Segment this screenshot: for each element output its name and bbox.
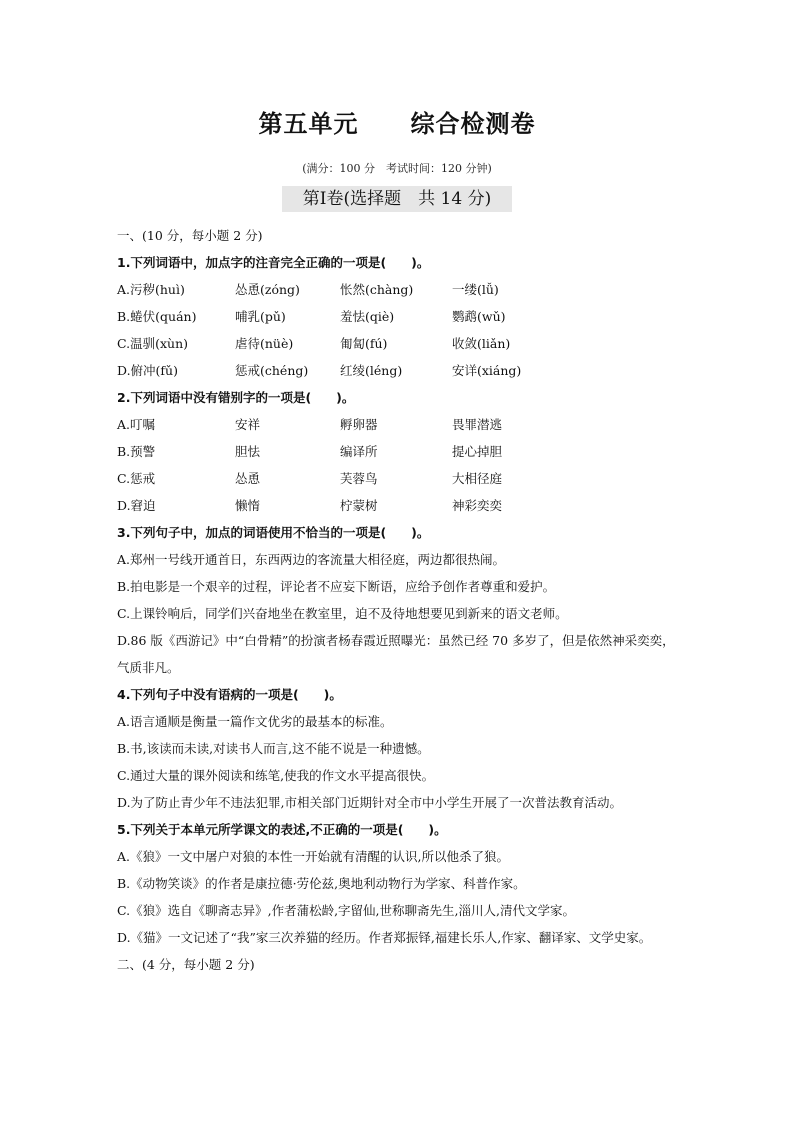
option-line: A.《狼》一文中屠户对狼的本性一开始就有清醒的认识,所以他杀了狼。 xyxy=(117,849,509,864)
option-cell: 一缕(lǚ) xyxy=(452,282,499,297)
option-cell: 虐待(nüè) xyxy=(235,336,294,351)
option-cell: 编译所 xyxy=(340,444,378,459)
title-exam: 综合检测卷 xyxy=(410,110,536,138)
option-cell: 安祥 xyxy=(235,417,261,432)
option-row xyxy=(117,330,683,357)
question-stem: 5.下列关于本单元所学课文的表述,不正确的一项是( )。 xyxy=(117,822,447,837)
option-cell: C.温驯(xùn) xyxy=(117,336,188,351)
option-cell: 怂恿(zóng) xyxy=(235,282,300,297)
option-row xyxy=(117,465,683,492)
question-stem: 1.下列词语中，加点字的注音完全正确的一项是( )。 xyxy=(117,255,430,270)
option-cell: C.惩戒 xyxy=(117,471,156,486)
option-cell: 芙蓉鸟 xyxy=(340,471,378,486)
option-cell: 怅然(chàng) xyxy=(340,282,414,297)
section-heading: 二、(4 分，每小题 2 分) xyxy=(117,957,255,972)
option-cell: 胆怯 xyxy=(235,444,261,459)
option-line: A.郑州一号线开通首日，东西两边的客流量大相径庭，两边都很热闹。 xyxy=(117,552,506,567)
option-cell: D.俯冲(fǔ) xyxy=(117,363,178,378)
question-stem: 3.下列句子中，加点的词语使用不恰当的一项是( )。 xyxy=(117,525,430,540)
option-cell: B.蜷伏(quán) xyxy=(117,309,197,324)
option-line: C.《狼》选自《聊斋志异》,作者蒲松龄,字留仙,世称聊斋先生,淄川人,清代文学家。 xyxy=(117,903,575,918)
option-cell: 匍匐(fú) xyxy=(340,336,388,351)
option-cell: A.叮嘱 xyxy=(117,417,156,432)
option-cell: 羞怯(qiè) xyxy=(340,309,395,324)
option-line: C.通过大量的课外阅读和练笔,使我的作文水平提高很快。 xyxy=(117,768,435,783)
option-cell: 孵卵器 xyxy=(340,417,378,432)
option-line: D.86 版《西游记》中“白骨精”的扮演者杨春霞近照曝光：虽然已经 70 多岁了，但是依然神采奕奕，气质非凡。 xyxy=(117,633,675,675)
option-cell: 惩戒(chéng) xyxy=(235,363,309,378)
option-line: D.为了防止青少年不违法犯罪,市相关部门近期针对全市中小学生开展了一次普法教育活动。 xyxy=(117,795,623,810)
option-row xyxy=(117,492,683,519)
page-title xyxy=(0,104,794,139)
exam-info: (满分：100 分 考试时间：120 分钟) xyxy=(302,162,492,175)
option-cell: 怂恿 xyxy=(235,471,261,486)
option-cell: A.污秽(huì) xyxy=(117,282,185,297)
title-unit: 第五单元 xyxy=(258,110,359,138)
option-cell: 鹦鹉(wǔ) xyxy=(452,309,506,324)
part-banner: 第Ⅰ卷(选择题 共 14 分) xyxy=(282,186,512,212)
option-row xyxy=(117,357,683,384)
option-row xyxy=(117,276,683,303)
option-cell: 畏罪潜逃 xyxy=(452,417,503,432)
option-cell: 收敛(liǎn) xyxy=(452,336,511,351)
option-row xyxy=(117,438,683,465)
question-stem: 4.下列句子中没有语病的一项是( )。 xyxy=(117,687,342,702)
option-line: A.语言通顺是衡量一篇作文优劣的最基本的标准。 xyxy=(117,714,393,729)
option-line: B.拍电影是一个艰辛的过程，评论者不应妄下断语，应给予创作者尊重和爱护。 xyxy=(117,579,556,594)
option-cell: 安详(xiáng) xyxy=(452,363,522,378)
option-row xyxy=(117,411,683,438)
option-line: B.书,该读而未读,对读书人而言,这不能不说是一种遗憾。 xyxy=(117,741,430,756)
option-row xyxy=(117,303,683,330)
question-stem: 2.下列词语中没有错别字的一项是( )。 xyxy=(117,390,355,405)
option-cell: 柠蒙树 xyxy=(340,498,378,513)
option-line: C.上课铃响后，同学们兴奋地坐在教室里，迫不及待地想要见到新来的语文老师。 xyxy=(117,606,568,621)
option-cell: 哺乳(pǔ) xyxy=(235,309,286,324)
option-cell: 提心掉胆 xyxy=(452,444,503,459)
option-line: B.《动物笑谈》的作者是康拉德·劳伦兹,奥地利动物行为学家、科普作家。 xyxy=(117,876,526,891)
option-line: D.《猫》一文记述了“我”家三次养猫的经历。作者郑振铎,福建长乐人,作家、翻译家、文学史家。 xyxy=(117,930,652,945)
exam-content xyxy=(117,222,683,978)
option-cell: B.预警 xyxy=(117,444,156,459)
option-cell: 大相径庭 xyxy=(452,471,503,486)
option-cell: 神彩奕奕 xyxy=(452,498,503,513)
option-cell: 懒惰 xyxy=(235,498,261,513)
section-heading: 一、(10 分，每小题 2 分) xyxy=(117,228,263,243)
option-cell: D.窘迫 xyxy=(117,498,156,513)
option-cell: 红绫(léng) xyxy=(340,363,403,378)
